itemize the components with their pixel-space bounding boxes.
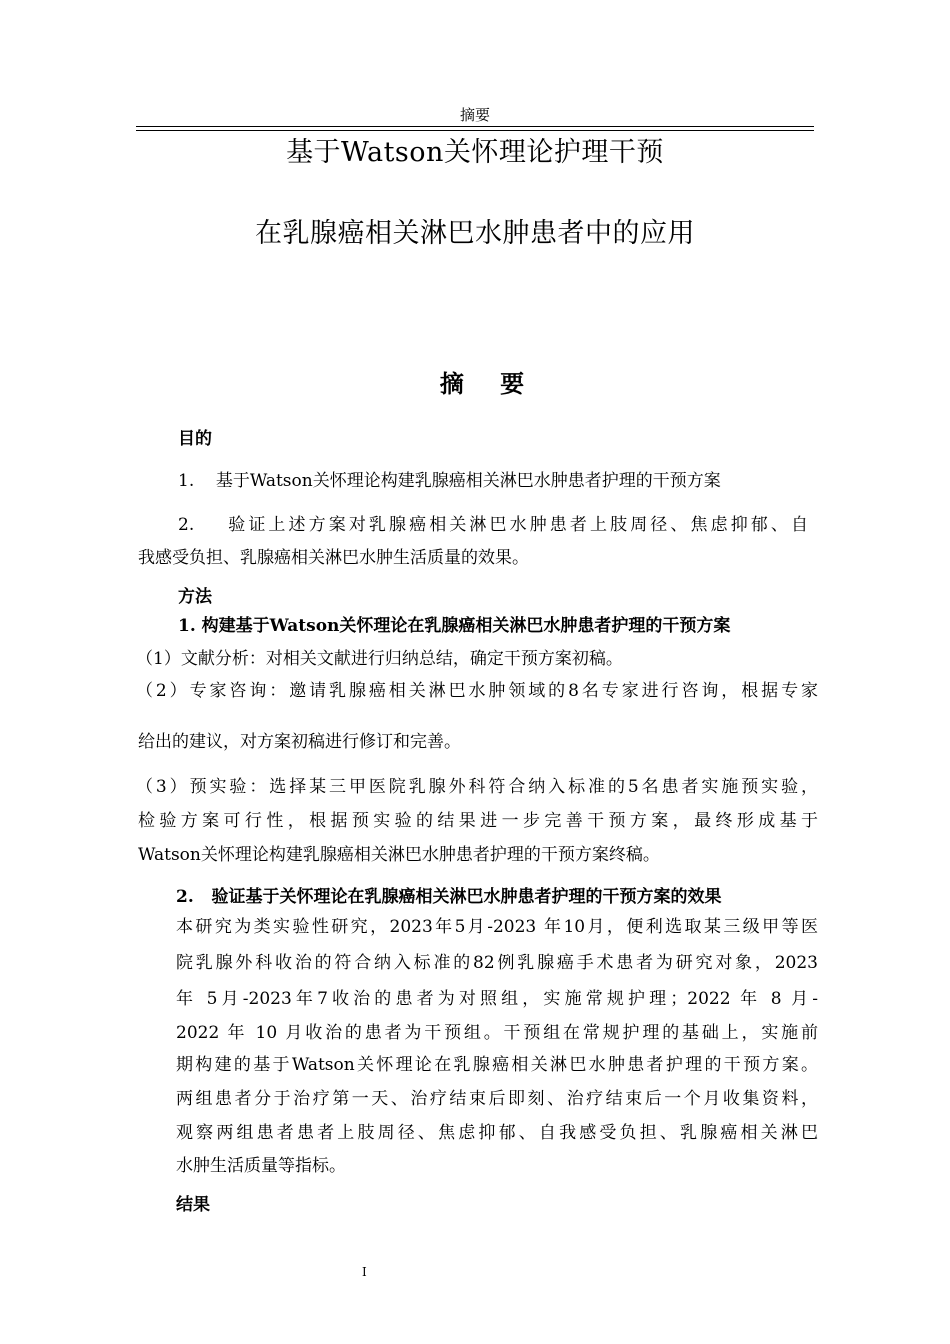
results-label: 结果: [176, 1195, 210, 1215]
purpose-label: 目的: [178, 429, 212, 449]
methods-label: 方法: [178, 587, 212, 607]
purpose-item-2-line-1: 2. 验证上述方案对乳腺癌相关淋巴水肿患者上肢周径、焦虑抑郁、自: [178, 515, 808, 535]
methods-paragraph-line: 年 5月-2023年7收治的患者为对照组，实施常规护理；2022 年 8 月-: [176, 989, 818, 1009]
methods-paragraph-line: 水肿生活质量等指标。: [176, 1156, 346, 1176]
methods-paragraph-line: 观察两组患者患者上肢周径、焦虑抑郁、自我感受负担、乳腺癌相关淋巴: [176, 1123, 818, 1143]
methods-subsection-1-title: 1. 构建基于Watson关怀理论在乳腺癌相关淋巴水肿患者护理的干预方案: [178, 616, 731, 636]
abstract-heading: 摘 要: [439, 369, 539, 398]
running-header: 摘要: [459, 106, 490, 124]
methods-paragraph-line: 期构建的基于Watson关怀理论在乳腺癌相关淋巴水肿患者护理的干预方案。: [176, 1055, 818, 1075]
methods-paragraph-line: 两组患者分于治疗第一天、治疗结束后即刻、治疗结束后一个月收集资料，: [176, 1089, 818, 1109]
methods-step-2-line-1: （2）专家咨询：邀请乳腺癌相关淋巴水肿领域的8名专家进行咨询，根据专家: [136, 681, 818, 701]
thesis-title-line-2: 在乳腺癌相关淋巴水肿患者中的应用: [255, 218, 695, 249]
purpose-item-2-line-2: 我感受负担、乳腺癌相关淋巴水肿生活质量的效果。: [138, 548, 529, 568]
methods-step-3-line-1: （3）预实验：选择某三甲医院乳腺外科符合纳入标准的5名患者实施预实验，: [136, 777, 818, 797]
thesis-title-line-1: 基于Watson关怀理论护理干预: [286, 137, 664, 168]
page-number: I: [362, 1265, 367, 1279]
methods-step-3-line-3: Watson关怀理论构建乳腺癌相关淋巴水肿患者护理的干预方案终稿。: [138, 845, 660, 865]
methods-paragraph-line: 本研究为类实验性研究，2023年5月-2023 年10月，便利选取某三级甲等医: [176, 917, 818, 937]
header-rule-top: [136, 126, 814, 127]
methods-step-2-line-2: 给出的建议，对方案初稿进行修订和完善。: [138, 732, 461, 752]
methods-subsection-2-title: 2. 验证基于关怀理论在乳腺癌相关淋巴水肿患者护理的干预方案的效果: [176, 887, 722, 907]
methods-step-1: （1）文献分析：对相关文献进行归纳总结，确定干预方案初稿。: [136, 649, 623, 669]
methods-paragraph-line: 院乳腺外科收治的符合纳入标准的82例乳腺癌手术患者为研究对象，2023: [176, 953, 818, 973]
methods-paragraph-line: 2022 年 10 月收治的患者为干预组。干预组在常规护理的基础上，实施前: [176, 1023, 818, 1043]
purpose-item-1: 1. 基于Watson关怀理论构建乳腺癌相关淋巴水肿患者护理的干预方案: [178, 471, 721, 491]
methods-step-3-line-2: 检验方案可行性，根据预实验的结果进一步完善干预方案，最终形成基于: [138, 811, 818, 831]
